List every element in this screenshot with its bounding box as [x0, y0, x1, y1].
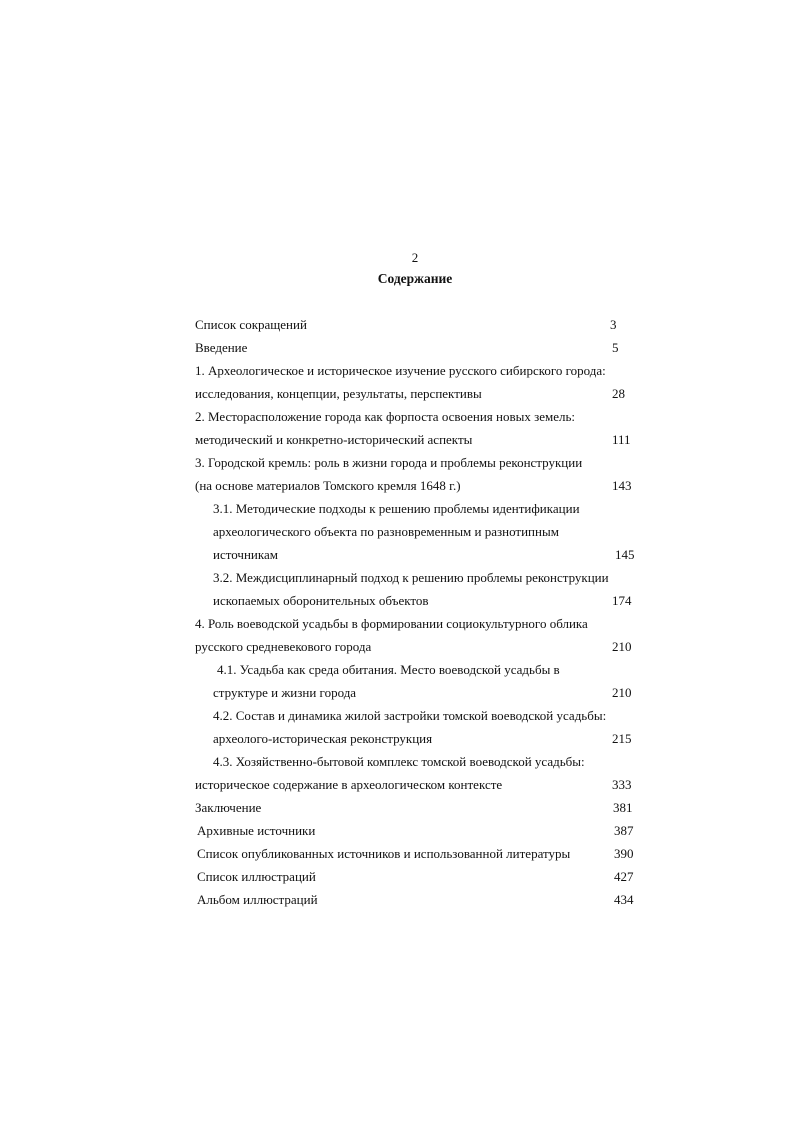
toc-line: структуре и жизни города [213, 685, 357, 700]
toc-line: Альбом иллюстраций [197, 892, 318, 907]
page-title: Содержание [377, 271, 453, 286]
toc-line: исследования, концепции, результаты, перспективы [195, 386, 482, 401]
toc-line: Введение [195, 340, 248, 355]
page-number: 2 [411, 250, 419, 265]
toc-line: 3.2. Междисциплинарный подход к решению проблемы реконструкции [213, 570, 609, 585]
toc-line: 4. Роль воеводской усадьбы в формировании социокультурного облика [195, 616, 588, 631]
toc-page-number: 381 [613, 800, 633, 815]
toc-line: Список опубликованных источников и использованной литературы [197, 846, 571, 861]
toc-line: 3. Городской кремль: роль в жизни города и проблемы реконструкции [195, 455, 583, 470]
toc-line: Список сокращений [195, 317, 307, 332]
toc-page-number: 28 [612, 386, 625, 401]
toc-line: археологического объекта по разновременным и разнотипным [213, 524, 559, 539]
toc-line: методический и конкретно-исторический аспекты [195, 432, 473, 447]
toc-page-number: 434 [614, 892, 634, 907]
toc-page-number: 427 [614, 869, 634, 884]
toc-line: 4.1. Усадьба как среда обитания. Место воеводской усадьбы в [217, 662, 560, 677]
toc-line: Заключение [195, 800, 262, 815]
toc-line: русского средневекового города [195, 639, 372, 654]
toc-page-number: 333 [612, 777, 632, 792]
toc-line: 1. Археологическое и историческое изучение русского сибирского города: [195, 363, 606, 378]
toc-page-number: 111 [612, 432, 631, 447]
toc-line: 4.3. Хозяйственно-бытовой комплекс томской воеводской усадьбы: [213, 754, 585, 769]
toc-page-number: 215 [612, 731, 632, 746]
toc-line: археолого-историческая реконструкция [213, 731, 433, 746]
toc-page-number: 145 [615, 547, 635, 562]
toc-line: ископаемых оборонительных объектов [213, 593, 429, 608]
toc-line: историческое содержание в археологическом контексте [195, 777, 503, 792]
toc-page-number: 3 [610, 317, 617, 332]
toc-line: (на основе материалов Томского кремля 1648 г.) [195, 478, 461, 493]
toc-page-number: 210 [612, 685, 632, 700]
toc-page-number: 390 [614, 846, 634, 861]
toc-page-number: 5 [612, 340, 619, 355]
toc-page-number: 210 [612, 639, 632, 654]
toc-page-number: 143 [612, 478, 632, 493]
toc-page-number: 387 [614, 823, 634, 838]
toc-line: Список иллюстраций [197, 869, 316, 884]
toc-line: 4.2. Состав и динамика жилой застройки томской воеводской усадьбы: [213, 708, 607, 723]
toc-page-number: 174 [612, 593, 632, 608]
toc-line: 2. Месторасположение города как форпоста освоения новых земель: [195, 409, 576, 424]
toc-line: источникам [213, 547, 278, 562]
toc-line: Архивные источники [197, 823, 316, 838]
toc-line: 3.1. Методические подходы к решению проблемы идентификации [213, 501, 580, 516]
